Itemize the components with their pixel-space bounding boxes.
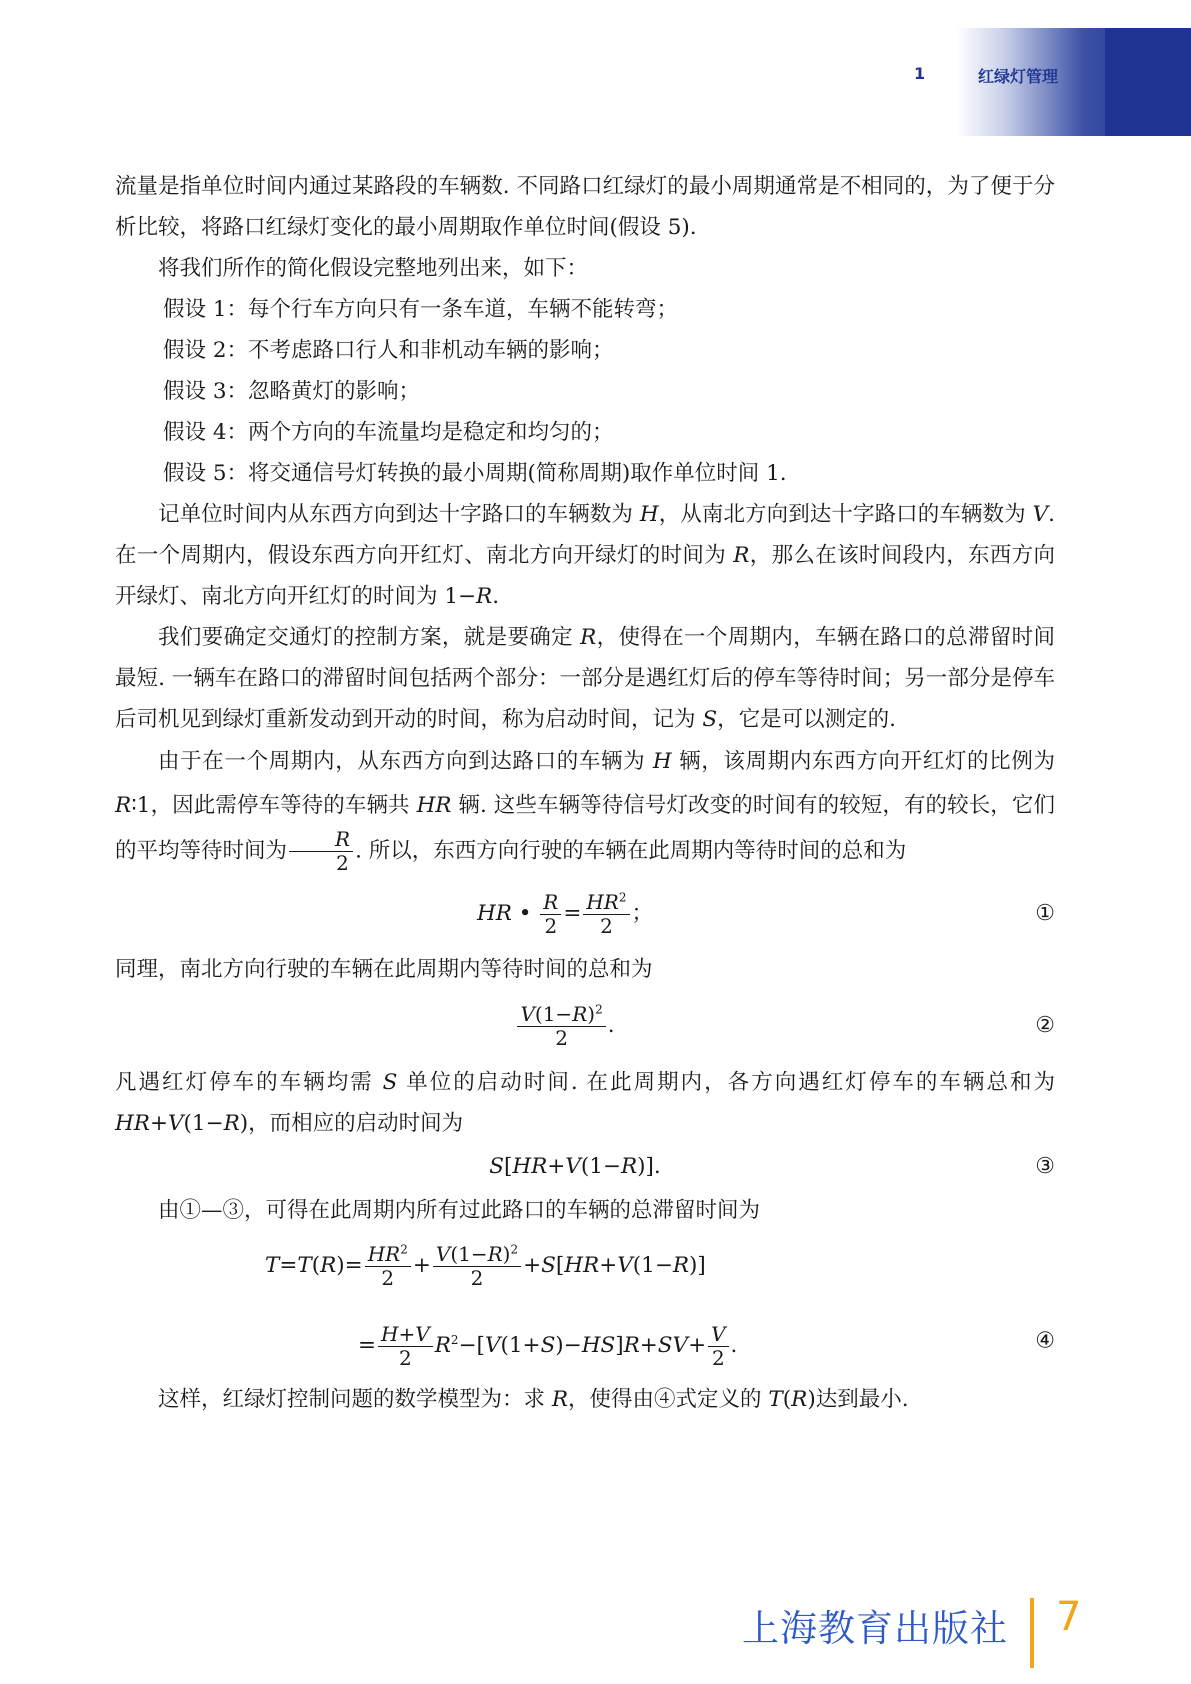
assumption-1: 假设 1：每个行车方向只有一条车道，车辆不能转弯；: [163, 297, 679, 322]
assumption-5: 假设 5：将交通信号灯转换的最小周期(简称周期)取作单位时间 1.: [163, 461, 787, 486]
paragraph-flow-definition: 流量是指单位时间内通过某路段的车辆数. 不同路口红绿灯的最小周期通常是不相同的，为了便于分析比较，将路口红绿灯变化的最小周期取作单位时间(假设 5).: [115, 174, 1055, 240]
paragraph-waiting-time: 由于在一个周期内，从东西方向到达路口的车辆为 H 辆，该周期内东西方向开红灯的比例为 R∶1，因此需停车等待的车辆共 HR 辆. 这些车辆等待信号灯改变的时间有的较短，有的较长，它们的平均等待时间为 $\frac{R}{2}$ . 所以，东西方向行驶的车辆在此周期内等待时间的总和为: [115, 749, 1055, 875]
paragraph-ns-waiting: 同理，南北方向行驶的车辆在此周期内等待时间的总和为: [115, 957, 653, 982]
paragraph-assumptions-intro: 将我们所作的简化假设完整地列出来，如下：: [158, 256, 589, 281]
equation-4-line-1: T=T(R)= $\frac{HR^2}{2}$ + $\frac{V(1-R)^2}{2}$ +S[HR+V(1−R)]: [265, 1241, 706, 1290]
paragraph-startup-time: 凡遇红灯停车的车辆均需 S 单位的启动时间. 在此周期内，各方向遇红灯停车的车辆总和为 HR+V(1−R)，而相应的启动时间为: [115, 1070, 1055, 1136]
chapter-title: 红绿灯管理: [978, 67, 1059, 86]
equation-4-line-2: = $\frac{H+V}{2}$ $R^2-[V(1+S)-HS]R+SV+$ $\frac{V}{2}$ .: [358, 1321, 738, 1370]
paragraph-model: 这样，红绿灯控制问题的数学模型为：求 R，使得由④式定义的 T(R)达到最小.: [158, 1387, 909, 1412]
fraction-r-over-2: $\frac{R}{2}$: [289, 828, 353, 875]
equation-3: S[HR+V(1−R)]. ③: [115, 1144, 1055, 1190]
paragraph-variables: 记单位时间内从东西方向到达十字路口的车辆数为 H，从南北方向到达十字路口的车辆数为 V. 在一个周期内，假设东西方向开红灯、南北方向开绿灯的时间为 R，那么在该时间段内，东西方向开绿灯、南北方向开红灯的时间为 1−R.: [115, 502, 1055, 609]
header-color-block: [1105, 28, 1191, 136]
paragraph-total-time: 由①—③，可得在此周期内所有过此路口的车辆的总滞留时间为: [158, 1198, 761, 1223]
publisher-name: 上海教育出版社: [742, 1607, 1008, 1650]
assumption-4: 假设 4：两个方向的车流量均是稳定和均匀的；: [163, 420, 614, 445]
footer-divider: [1030, 1598, 1034, 1668]
equation-4: [115, 1231, 1055, 1379]
equation-1: HR • $\frac{R}{2}$ = $\frac{HR^2}{2}$ ； ①: [115, 879, 1055, 949]
paragraph-objective: 我们要确定交通灯的控制方案，就是要确定 R，使得在一个周期内，车辆在路口的总滞留时间最短. 一辆车在路口的滞留时间包括两个部分：一部分是遇红灯后的停车等待时间；另一部分是停车后司机见到绿灯重新发动到开动的时间，称为启动时间，记为 S，它是可以测定的.: [115, 625, 1055, 732]
equation-4-number: ④: [1035, 1328, 1055, 1354]
equation-3-number: ③: [1035, 1154, 1055, 1179]
assumption-3: 假设 3：忽略黄灯的影响；: [163, 379, 421, 404]
assumption-2: 假设 2：不考虑路口行人和非机动车辆的影响；: [163, 338, 614, 363]
page-body: [115, 166, 1055, 1420]
equation-2: $\frac{V(1-R)^2}{2}$ . ②: [115, 990, 1055, 1062]
equation-2-number: ②: [1035, 1013, 1055, 1038]
page-number: 7: [1056, 1594, 1082, 1640]
equation-1-number: ①: [1035, 901, 1055, 926]
chapter-number: 1: [914, 64, 926, 83]
